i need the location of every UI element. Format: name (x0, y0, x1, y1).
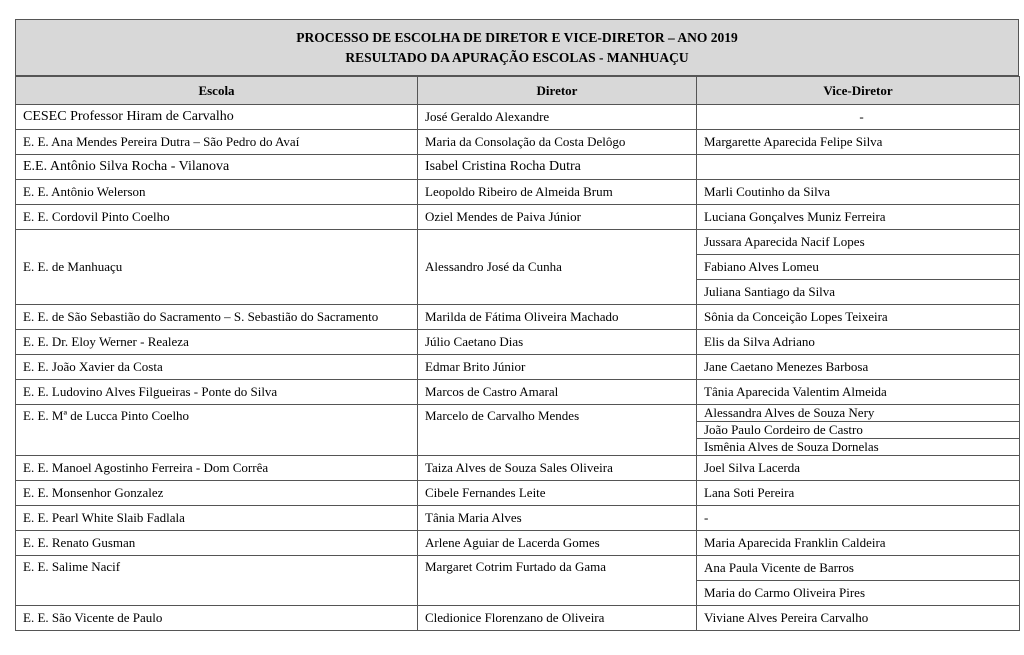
table-row (16, 155, 1020, 180)
table-row (16, 506, 1020, 531)
table-row (16, 105, 1020, 130)
school-cell: E. E. Manoel Agostinho Ferreira - Dom Corrêa (16, 456, 418, 481)
results-table (15, 76, 1020, 631)
vice-director-name: Juliana Santiago da Silva (704, 284, 836, 299)
table-row (16, 606, 1020, 631)
title-line-1: PROCESSO DE ESCOLHA DE DIRETOR E VICE-DIRETOR – ANO 2019 (296, 30, 738, 45)
table-row (16, 531, 1020, 556)
results-document (15, 19, 1019, 631)
table-row (16, 456, 1020, 481)
vice-director-cell: Margarette Aparecida Felipe Silva (697, 130, 1020, 155)
table-row (16, 556, 1020, 606)
document-title (15, 19, 1019, 76)
vice-director-cell (697, 556, 1020, 606)
director-cell: Margaret Cotrim Furtado da Gama (418, 556, 697, 606)
table-row (16, 180, 1020, 205)
vice-director-cell: Marli Coutinho da Silva (697, 180, 1020, 205)
school-cell: E.E. Antônio Silva Rocha - Vilanova (16, 155, 418, 180)
school-cell: E. E. Salime Nacif (16, 556, 418, 606)
school-cell: E. E. São Vicente de Paulo (16, 606, 418, 631)
table-row (16, 130, 1020, 155)
director-cell: Leopoldo Ribeiro de Almeida Brum (418, 180, 697, 205)
school-cell: E. E. Renato Gusman (16, 531, 418, 556)
director-cell: José Geraldo Alexandre (418, 105, 697, 130)
vice-director-cell: Elis da Silva Adriano (697, 330, 1020, 355)
school-cell: E. E. de Manhuaçu (16, 230, 418, 305)
table-row (16, 230, 1020, 305)
vice-director-name: Maria do Carmo Oliveira Pires (704, 585, 866, 600)
vice-director-name: Alessandra Alves de Souza Nery (697, 405, 1019, 422)
vice-director-cell: Luciana Gonçalves Muniz Ferreira (697, 205, 1020, 230)
school-cell: E. E. Antônio Welerson (16, 180, 418, 205)
table-row (16, 330, 1020, 355)
vice-director-cell: Jane Caetano Menezes Barbosa (697, 355, 1020, 380)
vice-director-cell: Viviane Alves Pereira Carvalho (697, 606, 1020, 631)
director-cell: Júlio Caetano Dias (418, 330, 697, 355)
director-cell: Marcelo de Carvalho Mendes (418, 405, 697, 456)
vice-director-cell (697, 230, 1020, 305)
director-cell: Isabel Cristina Rocha Dutra (418, 155, 697, 180)
header-director: Diretor (418, 77, 697, 105)
table-row (16, 481, 1020, 506)
vice-director-name: João Paulo Cordeiro de Castro (697, 422, 1019, 439)
vice-director-name: Fabiano Alves Lomeu (697, 255, 1019, 280)
vice-director-cell: Tânia Aparecida Valentim Almeida (697, 380, 1020, 405)
vice-director-name: Jussara Aparecida Nacif Lopes (697, 230, 1019, 255)
title-line-2: RESULTADO DA APURAÇÃO ESCOLAS - MANHUAÇU (345, 50, 689, 65)
director-cell: Marilda de Fátima Oliveira Machado (418, 305, 697, 330)
director-cell: Cledionice Florenzano de Oliveira (418, 606, 697, 631)
director-cell: Alessandro José da Cunha (418, 230, 697, 305)
vice-director-cell (697, 155, 1020, 180)
director-cell: Cibele Fernandes Leite (418, 481, 697, 506)
school-cell: E. E. Ana Mendes Pereira Dutra – São Pedro do Avaí (16, 130, 418, 155)
table-row (16, 380, 1020, 405)
director-cell: Oziel Mendes de Paiva Júnior (418, 205, 697, 230)
director-cell: Maria da Consolação da Costa Delôgo (418, 130, 697, 155)
vice-director-name: Ana Paula Vicente de Barros (697, 556, 1019, 581)
table-row (16, 405, 1020, 456)
vice-director-cell: Maria Aparecida Franklin Caldeira (697, 531, 1020, 556)
vice-director-cell (697, 405, 1020, 456)
table-row (16, 305, 1020, 330)
table-row (16, 355, 1020, 380)
vice-director-cell: - (697, 506, 1020, 531)
director-cell: Tânia Maria Alves (418, 506, 697, 531)
vice-director-cell: Joel Silva Lacerda (697, 456, 1020, 481)
school-cell: E. E. Cordovil Pinto Coelho (16, 205, 418, 230)
school-cell: E. E. Dr. Eloy Werner - Realeza (16, 330, 418, 355)
school-cell: E. E. Monsenhor Gonzalez (16, 481, 418, 506)
director-cell: Marcos de Castro Amaral (418, 380, 697, 405)
vice-director-name: Ismênia Alves de Souza Dornelas (704, 439, 879, 454)
director-cell: Edmar Brito Júnior (418, 355, 697, 380)
table-row (16, 205, 1020, 230)
vice-director-cell: - (697, 105, 1020, 130)
header-school: Escola (16, 77, 418, 105)
school-cell: E. E. Ludovino Alves Filgueiras - Ponte do Silva (16, 380, 418, 405)
table-body (16, 105, 1020, 631)
director-cell: Taiza Alves de Souza Sales Oliveira (418, 456, 697, 481)
header-vice-director: Vice-Diretor (697, 77, 1020, 105)
vice-director-cell: Lana Soti Pereira (697, 481, 1020, 506)
school-cell: E. E. João Xavier da Costa (16, 355, 418, 380)
school-cell: E. E. Mª de Lucca Pinto Coelho (16, 405, 418, 456)
vice-director-cell: Sônia da Conceição Lopes Teixeira (697, 305, 1020, 330)
school-cell: CESEC Professor Hiram de Carvalho (16, 105, 418, 130)
school-cell: E. E. de São Sebastião do Sacramento – S. Sebastião do Sacramento (16, 305, 418, 330)
director-cell: Arlene Aguiar de Lacerda Gomes (418, 531, 697, 556)
school-cell: E. E. Pearl White Slaib Fadlala (16, 506, 418, 531)
table-header-row (16, 77, 1020, 105)
